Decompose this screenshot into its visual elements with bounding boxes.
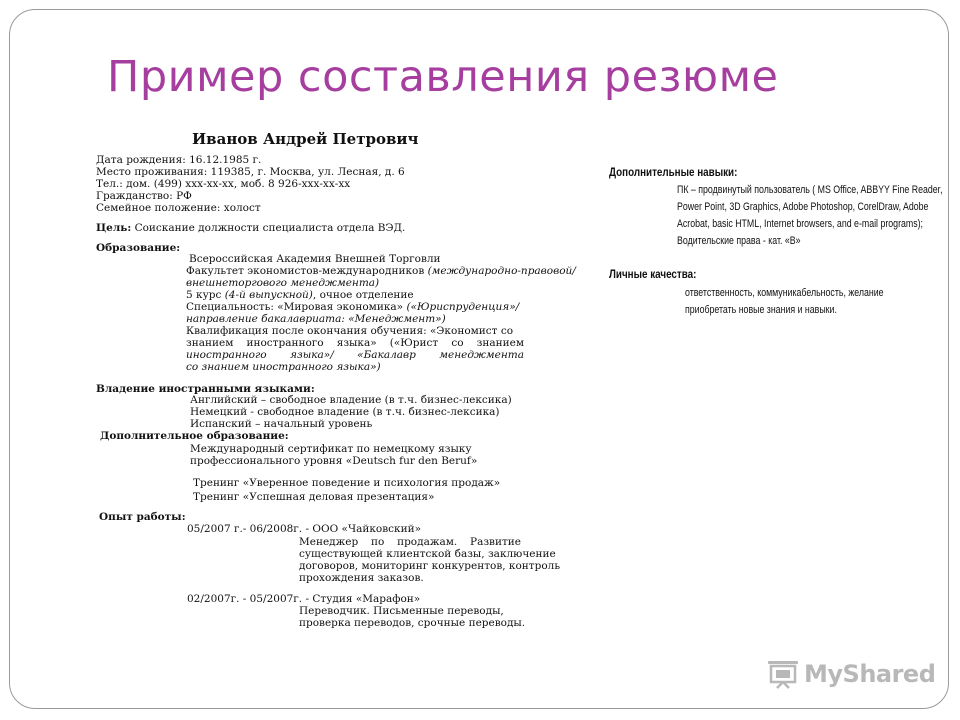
- slide-title: Пример составления резюме: [107, 52, 779, 102]
- resume-name: Иванов Андрей Петрович: [192, 130, 419, 148]
- extra-education-item: Международный сертификат по немецкому языку: [190, 443, 472, 455]
- goal-label: Цель:: [96, 222, 132, 234]
- languages-list: [190, 394, 512, 430]
- job-description-line: Менеджер по продажам. Развитие: [299, 536, 521, 548]
- personal-line: Дата рождения: 16.12.1985 г.: [96, 154, 262, 166]
- job-1-header: [187, 523, 421, 535]
- education-course-form: , очное отделение: [312, 289, 414, 301]
- personal-line: Место проживания: 119385, г. Москва, ул. Лесная, д. 6: [96, 166, 405, 178]
- qualities-list: [685, 285, 960, 319]
- projector-screen-icon: [766, 659, 800, 689]
- job-company: Студия «Марафон»: [312, 593, 421, 605]
- education-faculty-note-2: внешнеторгового менеджмента): [186, 277, 380, 289]
- job-description-line: Переводчик. Письменные переводы,: [299, 605, 504, 617]
- training-item: Тренинг «Успешная деловая презентация»: [193, 491, 435, 503]
- goal: [96, 222, 405, 234]
- languages-label: Владение иностранными языками:: [96, 383, 315, 395]
- job-description-line: существующей клиентской базы, заключение: [299, 548, 556, 560]
- language-item: Немецкий - свободное владение (в т.ч. бизнес-лексика): [190, 406, 500, 418]
- personal-line: Гражданство: РФ: [96, 190, 192, 202]
- experience-label: Опыт работы:: [99, 511, 186, 523]
- job-1-description: [299, 536, 561, 584]
- job-company: ООО «Чайковский»: [312, 523, 421, 535]
- watermark-logo: [766, 659, 935, 689]
- skill-line: ПК – продвинутый пользователь ( MS Office, ABBYY Fine Reader,: [677, 184, 943, 196]
- extra-education-label: Дополнительное образование:: [100, 430, 289, 442]
- training-item: Тренинг «Уверенное поведение и психология продаж»: [193, 477, 501, 489]
- education-course: 5 курс: [186, 289, 225, 301]
- job-2-header: [187, 593, 420, 605]
- skill-line: Power Point, 3D Graphics, Adobe Photoshop, CorelDraw, Adobe: [677, 201, 929, 213]
- personal-line: Тел.: дом. (499) ххх-хх-хх, моб. 8 926-ххх-хх-хх: [96, 178, 351, 190]
- education-label: Образование:: [96, 242, 181, 254]
- qualities-label: Личные качества:: [609, 267, 697, 281]
- education-faculty: Факультет экономистов-международников: [186, 265, 428, 277]
- education-specialty-note: («Юриспруденция»/: [406, 301, 520, 313]
- education-faculty-note: (международно-правовой/: [427, 265, 576, 277]
- job-period: 05/2007 г.- 06/2008г. -: [187, 523, 313, 535]
- education-specialty: Специальность: «Мировая экономика»: [186, 301, 407, 313]
- education-qualification-2: знанием иностранного языка» («Юрист со знанием: [186, 337, 524, 349]
- right-column: [609, 165, 960, 319]
- job-period: 02/2007г. - 05/2007г. -: [187, 593, 313, 605]
- job-description-line: проверка переводов, срочные переводы.: [299, 617, 526, 629]
- education-qualification-4: со знанием иностранного языка»): [186, 361, 381, 373]
- job-description-line: прохождения заказов.: [299, 572, 424, 584]
- extra-education-item: профессионального уровня «Deutsch fur den Beruf»: [190, 455, 478, 467]
- skills-list: [677, 182, 960, 250]
- language-item: Английский – свободное владение (в т.ч. бизнес-лексика): [190, 394, 512, 406]
- education-qualification-1: Квалификация после окончания обучения: «Экономист со: [186, 325, 514, 337]
- skill-line: Acrobat, basic HTML, Internet browsers, and e-mail programs);: [677, 218, 924, 230]
- education-specialty-note-2: направление бакалавриата: «Менеджмент»): [186, 313, 446, 325]
- watermark-text: MyShared: [804, 660, 936, 688]
- personal-line: Семейное положение: холост: [96, 202, 261, 214]
- skills-label: Дополнительные навыки:: [609, 165, 738, 179]
- education-qualification-3: иностранного языка»/ «Бакалавр менеджмента: [186, 349, 524, 361]
- quality-line: приобретать новые знания и навыки.: [685, 304, 837, 316]
- job-description-line: договоров, мониторинг конкурентов, контроль: [299, 560, 561, 572]
- education-course-note: (4-й выпускной): [224, 289, 313, 301]
- quality-line: ответственность, коммуникабельность, желание: [685, 287, 884, 299]
- trainings-list: [193, 477, 500, 503]
- education-details: [186, 265, 576, 373]
- goal-text: Соискание должности специалиста отдела ВЭД.: [131, 222, 406, 234]
- language-item: Испанский – начальный уровень: [190, 418, 373, 430]
- education-academy: Всероссийская Академия Внешней Торговли: [189, 253, 441, 265]
- skill-line: Водительские права - кат. «В»: [677, 235, 801, 247]
- personal-info: [96, 154, 405, 214]
- extra-education-list: [190, 443, 477, 467]
- job-2-description: [299, 605, 525, 629]
